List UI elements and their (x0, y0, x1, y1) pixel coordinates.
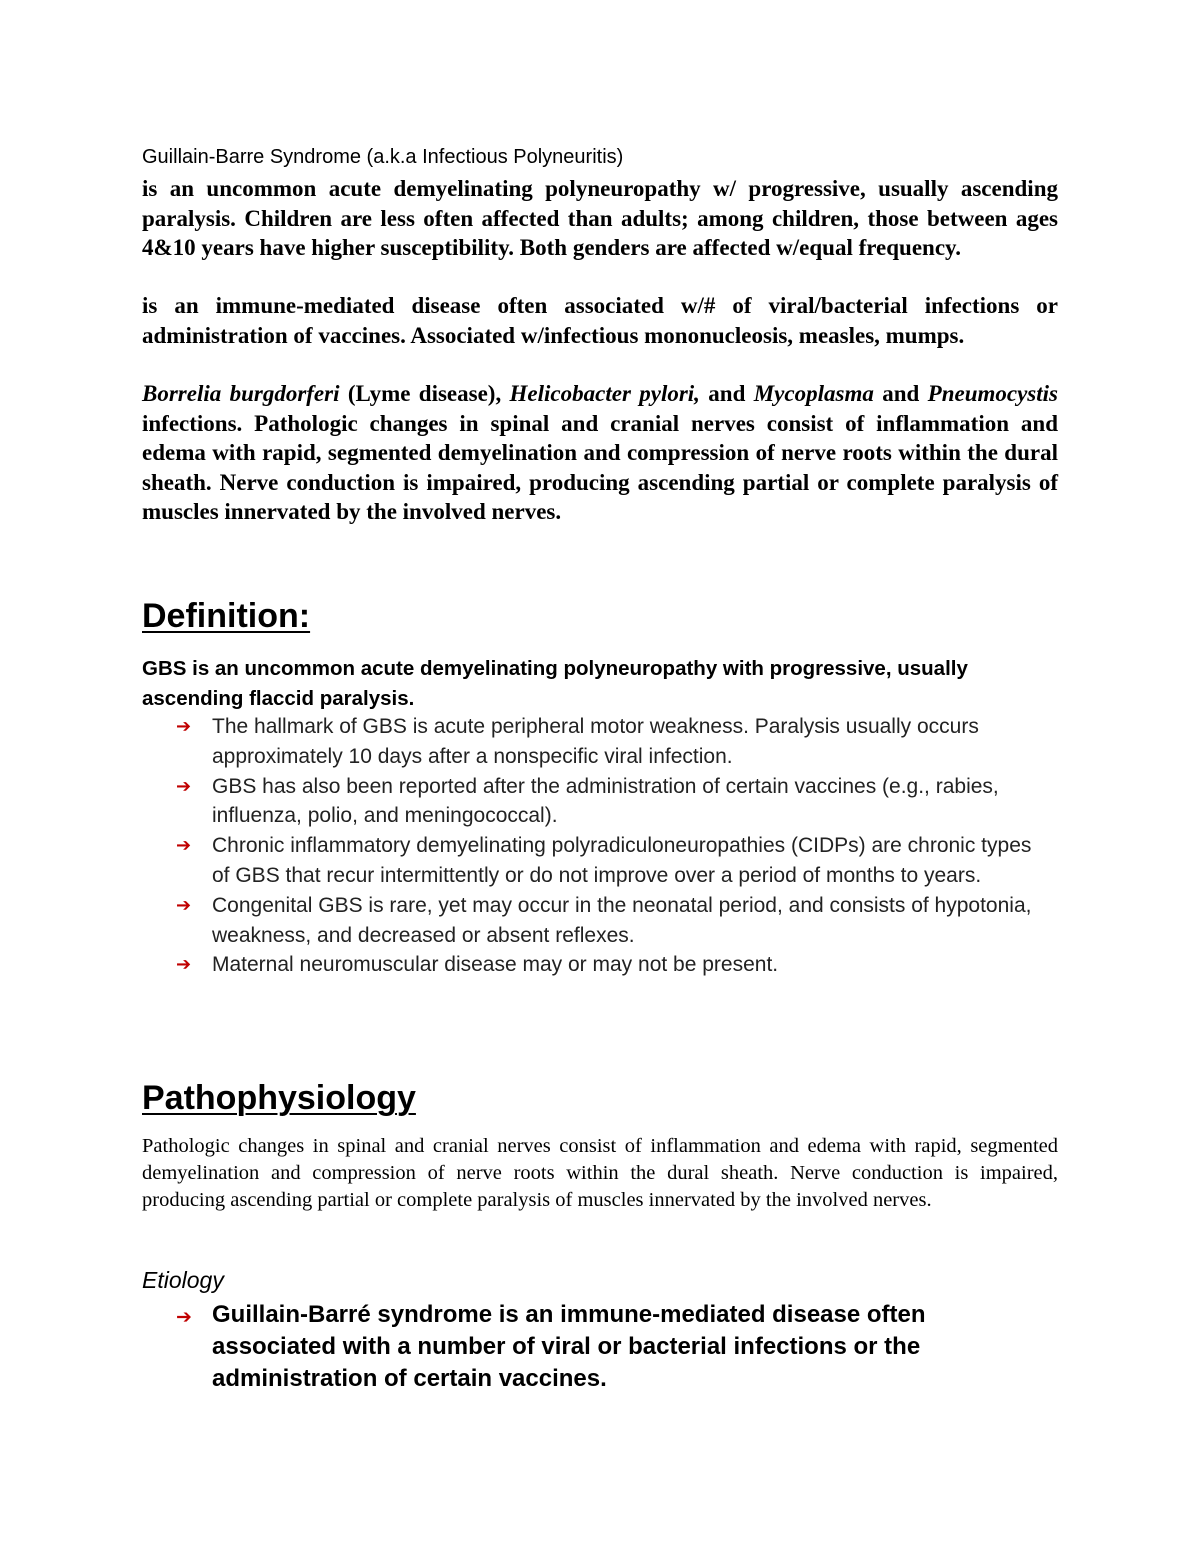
organisms-text-3: and (873, 381, 928, 406)
bullet-text: Guillain-Barré syndrome is an immune-mediated disease often associated with a number of viral or bacterial infections or the administration of certain vaccines. (212, 1301, 926, 1392)
list-item (142, 1299, 1042, 1395)
organisms-text-4: infections. Pathologic changes in spinal and cranial nerves consist of inflammation and edema with rapid, segmented demyelination and compression of nerve roots within the dural sheath. Nerve conduction is impaired, producing ascending partial or complete paralysis of muscles innervated by the involved nerves. (142, 410, 1058, 524)
arrow-right-icon: ➔ (176, 775, 192, 797)
etiology-list (142, 1299, 1042, 1395)
list-item (142, 891, 1042, 951)
organism-mycoplasma: Mycoplasma (753, 381, 874, 406)
intro-paragraph (142, 174, 1058, 263)
bullet-text: GBS has also been reported after the administration of certain vaccines (e.g., rabies, influenza, polio, and meningococcal). (212, 774, 999, 828)
organisms-paragraph (142, 379, 1058, 527)
list-item (142, 772, 1042, 832)
definition-list (142, 712, 1042, 980)
immune-paragraph: is an immune-mediated disease often associated w/# of viral/bacterial infections or administration of vaccines. Associated w/infectious mononucleosis, measles, mumps. (142, 293, 1058, 348)
bullet-text: The hallmark of GBS is acute peripheral motor weakness. Paralysis usually occurs approximately 10 days after a nonspecific viral infection. (212, 715, 979, 768)
arrow-right-icon: ➔ (176, 894, 192, 916)
list-item (142, 831, 1042, 891)
pathophysiology-heading: Pathophysiology (142, 1079, 416, 1117)
document-title: Guillain-Barre Syndrome (a.k.a Infectious Polyneuritis) (142, 146, 624, 168)
definition-intro: GBS is an uncommon acute demyelinating polyneuropathy with progressive, usually ascending flaccid paralysis. (142, 657, 968, 710)
bullet-text: Congenital GBS is rare, yet may occur in the neonatal period, and consists of hypotonia, weakness, and decreased or absent reflexes. (212, 893, 1032, 947)
intro-text-a: is an uncommon acute demyelinating polyneuropathy w/ progressive, usually (142, 176, 961, 201)
intro-text-bold: ascending paralysis. (142, 176, 1058, 231)
organism-borrelia: Borrelia burgdorferi (142, 381, 340, 406)
intro-text-b: Children are less often affected than adults; among children, those between ages 4&10 years have higher susceptibility. Both genders are affected w/equal frequency. (142, 205, 1058, 260)
list-item (142, 950, 1042, 980)
list-item (142, 712, 1042, 772)
organisms-text-1: (Lyme disease), (339, 381, 510, 406)
definition-heading: Definition: (142, 597, 311, 635)
bullet-text: Chronic inflammatory demyelinating polyradiculoneuropathies (CIDPs) are chronic types of GBS that recur intermittently or do not improve over a period of months to years. (212, 834, 1032, 887)
pathophysiology-paragraph: Pathologic changes in spinal and cranial nerves consist of inflammation and edema with rapid, segmented demyelination and compression of nerve roots within the dural sheath. Nerve conduction is impaired, producing ascending partial or complete paralysis of muscles innervated by the involved nerves. (142, 1135, 1058, 1211)
organism-pneumocystis: Pneumocystis (927, 381, 1058, 406)
etiology-heading: Etiology (142, 1267, 224, 1293)
bullet-text: Maternal neuromuscular disease may or may not be present. (212, 953, 779, 977)
organism-helicobacter: Helicobacter pylori, (509, 381, 700, 406)
arrow-right-icon: ➔ (176, 1306, 192, 1328)
organisms-text-2: and (699, 381, 754, 406)
arrow-right-icon: ➔ (176, 954, 192, 976)
arrow-right-icon: ➔ (176, 716, 192, 737)
arrow-right-icon: ➔ (176, 835, 192, 857)
